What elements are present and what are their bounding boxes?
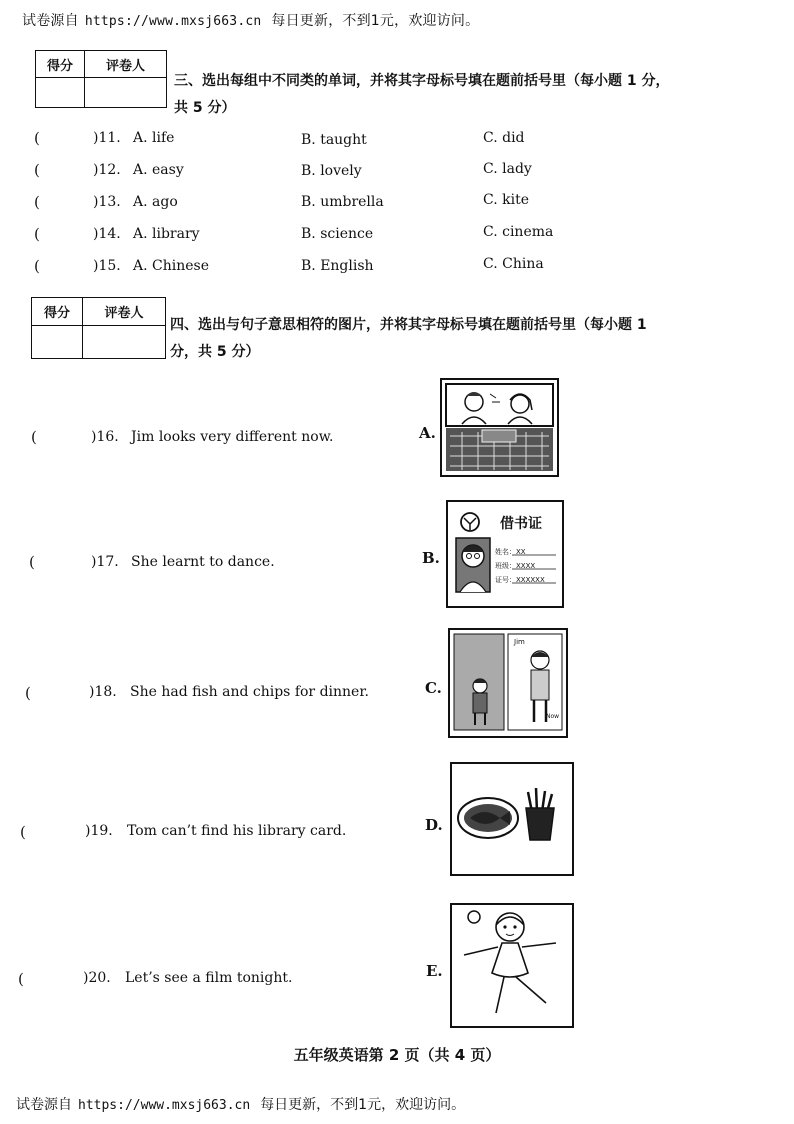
now-label: Now [546, 713, 560, 720]
footer-note: 每日更新，不到1元，欢迎访问。 [260, 1097, 466, 1113]
section3-title-line1: 三、选出每组中不同类的单词，并将其字母标号填在题前括号里（每小题 1 分， [174, 73, 670, 89]
option-a: A. ago [133, 194, 178, 210]
item-number: )11. [93, 130, 121, 146]
sentence-text: Tom can’t find his library card. [127, 823, 347, 839]
answer-paren[interactable]: ( [20, 823, 26, 841]
item-number: )15. [93, 258, 121, 274]
option-b: B. lovely [301, 163, 362, 179]
item-number: )14. [93, 226, 121, 242]
option-b: B. umbrella [301, 194, 384, 210]
item-number: )20. [83, 970, 111, 986]
score-cell[interactable] [32, 326, 83, 359]
card-line-id: 证号：XXXXXX [495, 576, 545, 584]
grader-header: 评卷人 [83, 298, 166, 326]
answer-paren[interactable]: ( [34, 129, 40, 147]
header-source: 试卷源自 [22, 13, 79, 29]
option-c: C. kite [483, 192, 529, 208]
option-b: B. taught [301, 132, 367, 148]
item-number: )19. [85, 823, 113, 839]
score-header: 得分 [32, 298, 83, 326]
header-url[interactable]: https://www.mxsj663.cn [84, 14, 262, 29]
answer-paren[interactable]: ( [34, 193, 40, 211]
picture-c-jim-then-now [448, 628, 568, 738]
sentence-text: Let’s see a film tonight. [125, 970, 293, 986]
item-number: )17. [91, 554, 119, 570]
option-letter-b: B. [422, 549, 440, 567]
section3-title-line2: 共 5 分） [174, 100, 236, 116]
picture-b-library-card [446, 500, 564, 608]
score-table-section3 [35, 50, 167, 108]
item-number: )12. [93, 162, 121, 178]
picture-d-fish-and-chips [450, 762, 574, 876]
card-line-name: 姓名：XX [495, 548, 526, 556]
sentence-text: She had fish and chips for dinner. [130, 684, 369, 700]
answer-paren[interactable]: ( [18, 970, 24, 988]
option-b: B. English [301, 258, 374, 274]
card-title: 借书证 [500, 516, 542, 532]
option-c: C. cinema [483, 224, 554, 240]
library-card-illustration [448, 502, 562, 606]
option-a: A. library [133, 226, 200, 242]
section3-title [174, 68, 670, 122]
grader-header: 评卷人 [85, 51, 167, 78]
answer-paren[interactable]: ( [34, 225, 40, 243]
jim-label: Jim [514, 638, 525, 646]
score-cell[interactable] [36, 78, 85, 108]
section4-title-line2: 分，共 5 分） [170, 344, 260, 360]
option-letter-c: C. [425, 679, 442, 697]
option-a: A. easy [133, 162, 184, 178]
answer-paren[interactable]: ( [31, 428, 37, 446]
footer-url[interactable]: https://www.mxsj663.cn [78, 1098, 251, 1113]
card-line-class: 班级：XXXX [495, 562, 536, 570]
option-letter-a: A. [419, 424, 436, 442]
footer-source: 试卷源自 [16, 1097, 72, 1113]
option-b: B. science [301, 226, 374, 242]
cinema-illustration [442, 380, 557, 475]
page-header [22, 10, 479, 30]
sentence-text: Jim looks very different now. [131, 429, 334, 445]
option-c: C. China [483, 256, 544, 272]
item-number: )13. [93, 194, 121, 210]
answer-paren[interactable]: ( [25, 684, 31, 702]
picture-e-dancing-girl [450, 903, 574, 1028]
dancing-girl-illustration [452, 905, 572, 1026]
item-number: )16. [91, 429, 119, 445]
section4-title-line1: 四、选出与句子意思相符的图片，并将其字母标号填在题前括号里（每小题 1 [170, 317, 647, 333]
answer-paren[interactable]: ( [34, 161, 40, 179]
header-note: 每日更新，不到1元，欢迎访问。 [271, 13, 480, 29]
photo-compare-illustration [450, 630, 566, 736]
answer-paren[interactable]: ( [29, 553, 35, 571]
section4-title [170, 312, 647, 366]
item-number: )18. [89, 684, 117, 700]
score-header: 得分 [36, 51, 85, 78]
fish-chips-illustration [452, 764, 572, 874]
option-c: C. did [483, 130, 525, 146]
option-a: A. Chinese [133, 258, 209, 274]
page-footer [16, 1094, 465, 1114]
option-c: C. lady [483, 161, 532, 177]
option-a: A. life [133, 130, 175, 146]
sentence-text: She learnt to dance. [131, 554, 275, 570]
grader-cell[interactable] [83, 326, 166, 359]
page-number: 五年级英语第 2 页（共 4 页） [293, 1046, 501, 1064]
option-letter-d: D. [425, 816, 443, 834]
score-table-section4 [31, 297, 166, 359]
option-letter-e: E. [426, 962, 443, 980]
picture-a-cinema [440, 378, 559, 477]
grader-cell[interactable] [85, 78, 167, 108]
answer-paren[interactable]: ( [34, 257, 40, 275]
